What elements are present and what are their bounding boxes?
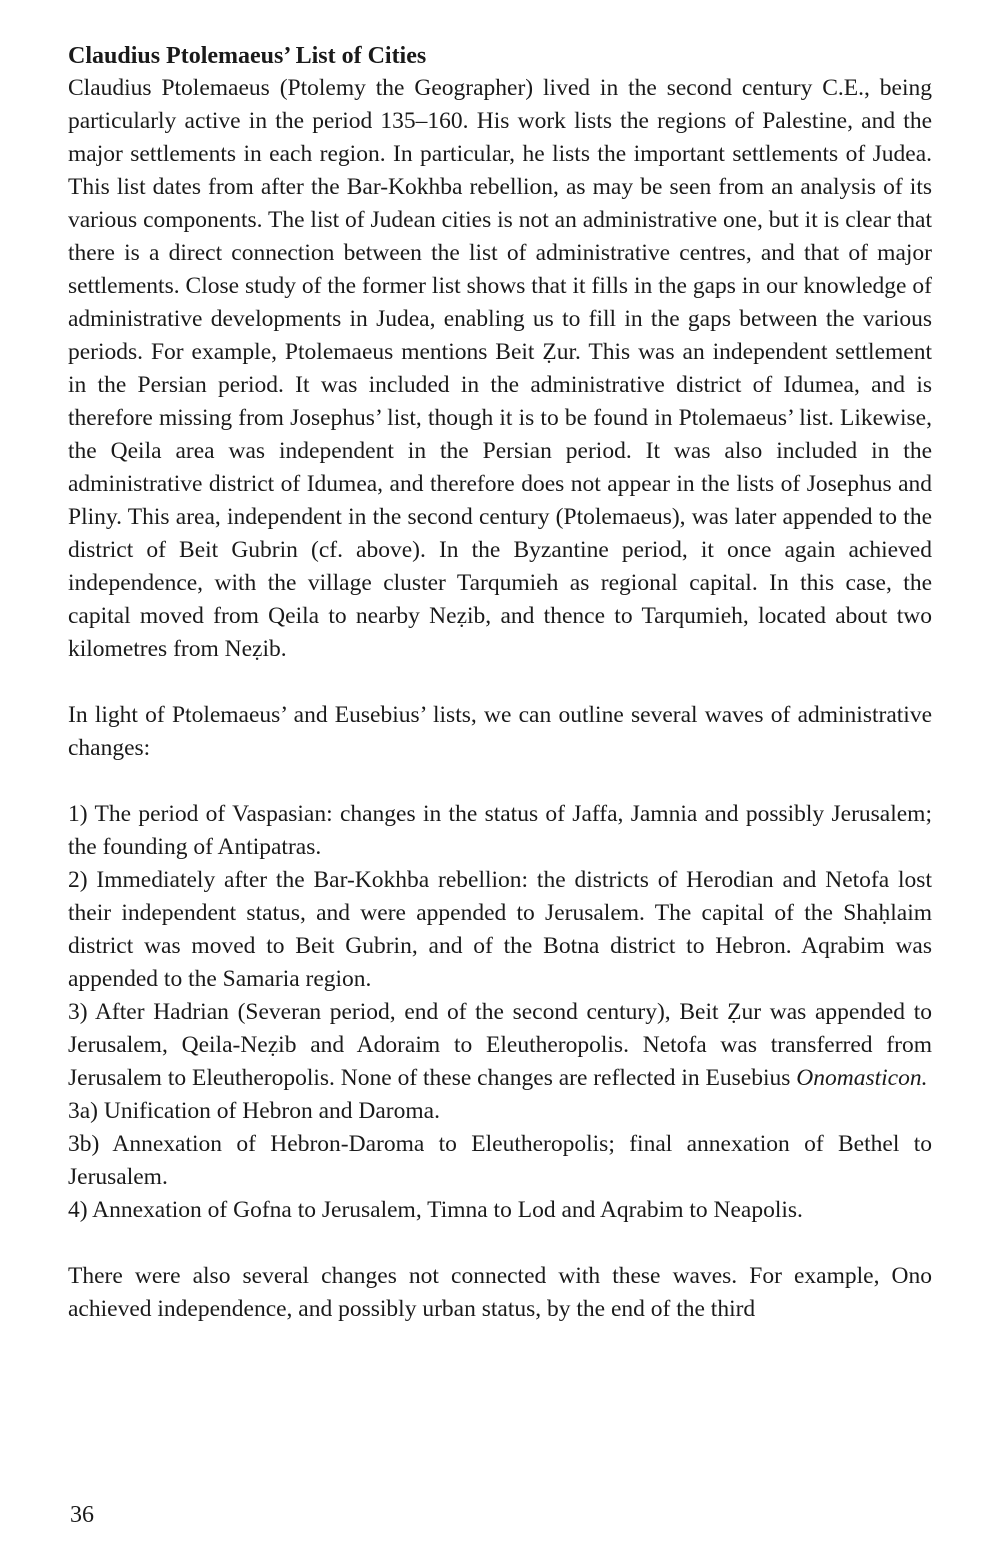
list-item-wave-1: 1) The period of Vaspasian: changes in the status of Jaffa, Jamnia and possibly Jerusalem; the founding of Antipatras.	[68, 801, 932, 860]
section-heading: Claudius Ptolemaeus’ List of Cities	[68, 43, 427, 69]
paragraph-spacer	[68, 765, 932, 798]
list-item-wave-3a: 3a) Unification of Hebron and Daroma.	[68, 1098, 440, 1124]
list-item-wave-3b: 3b) Annexation of Hebron-Daroma to Eleutheropolis; final annexation of Bethel to Jerusalem.	[68, 1131, 932, 1190]
waves-list	[68, 798, 932, 1227]
work-title-onomasticon: Onomasticon.	[796, 1065, 928, 1091]
paragraph-ptolemaeus-list: Claudius Ptolemaeus (Ptolemy the Geographer) lived in the second century C.E., being particularly active in the period 135–160. His work lists the regions of Palestine, and the major settlements in each region. In particular, he lists the important settlements of Judea. This list dates from after the Bar-Kokhba rebellion, as may be seen from an analysis of its various components. The list of Judean cities is not an administrative one, but it is clear that there is a direct connection between the list of administrative centres, and that of major settlements. Close study of the former list shows that it fills in the gaps in our knowledge of administrative developments in Judea, enabling us to fill in the gaps between the various periods. For example, Ptolemaeus mentions Beit Ẓur. This was an independent settlement in the Persian period. It was included in the administrative district of Idumea, and is therefore missing from Josephus’ list, though it is to be found in Ptolemaeus’ list. Likewise, the Qeila area was independent in the Persian period. It was also included in the administrative district of Idumea, and therefore does not appear in the lists of Josephus and Pliny. This area, independent in the second century (Ptolemaeus), was later appended to the district of Beit Gubrin (cf. above). In the Byzantine period, it once again achieved independence, with the village cluster Tarqumieh as regional capital. In this case, the capital moved from Qeila to nearby Neẓib, and thence to Tarqumieh, located about two kilometres from Neẓib.	[68, 75, 932, 662]
paragraph-spacer	[68, 1227, 932, 1260]
paragraph-spacer	[68, 666, 932, 699]
paragraph-other-changes: There were also several changes not connected with these waves. For example, Ono achieved independence, and possibly urban status, by the end of the third	[68, 1263, 932, 1322]
list-item-wave-4: 4) Annexation of Gofna to Jerusalem, Timna to Lod and Aqrabim to Neapolis.	[68, 1197, 803, 1223]
list-item-wave-2: 2) Immediately after the Bar-Kokhba rebellion: the districts of Herodian and Netofa lost their independent status, and were appended to Jerusalem. The capital of the Shaḥlaim district was moved to Beit Gubrin, and of the Botna district to Hebron. Aqrabim was appended to the Samaria region.	[68, 867, 932, 992]
page-body	[68, 40, 932, 1326]
paragraph-waves-intro: In light of Ptolemaeus’ and Eusebius’ lists, we can outline several waves of administrative changes:	[68, 702, 932, 761]
list-item-wave-3-text: 3) After Hadrian (Severan period, end of the second century), Beit Ẓur was appended to Jerusalem, Qeila-Neẓib and Adoraim to Eleutheropolis. Netofa was transferred from Jerusalem to Eleutheropolis. None of these changes are reflected in Eusebius	[68, 999, 932, 1091]
list-item-wave-3	[68, 996, 932, 1095]
page-number: 36	[70, 1502, 94, 1528]
